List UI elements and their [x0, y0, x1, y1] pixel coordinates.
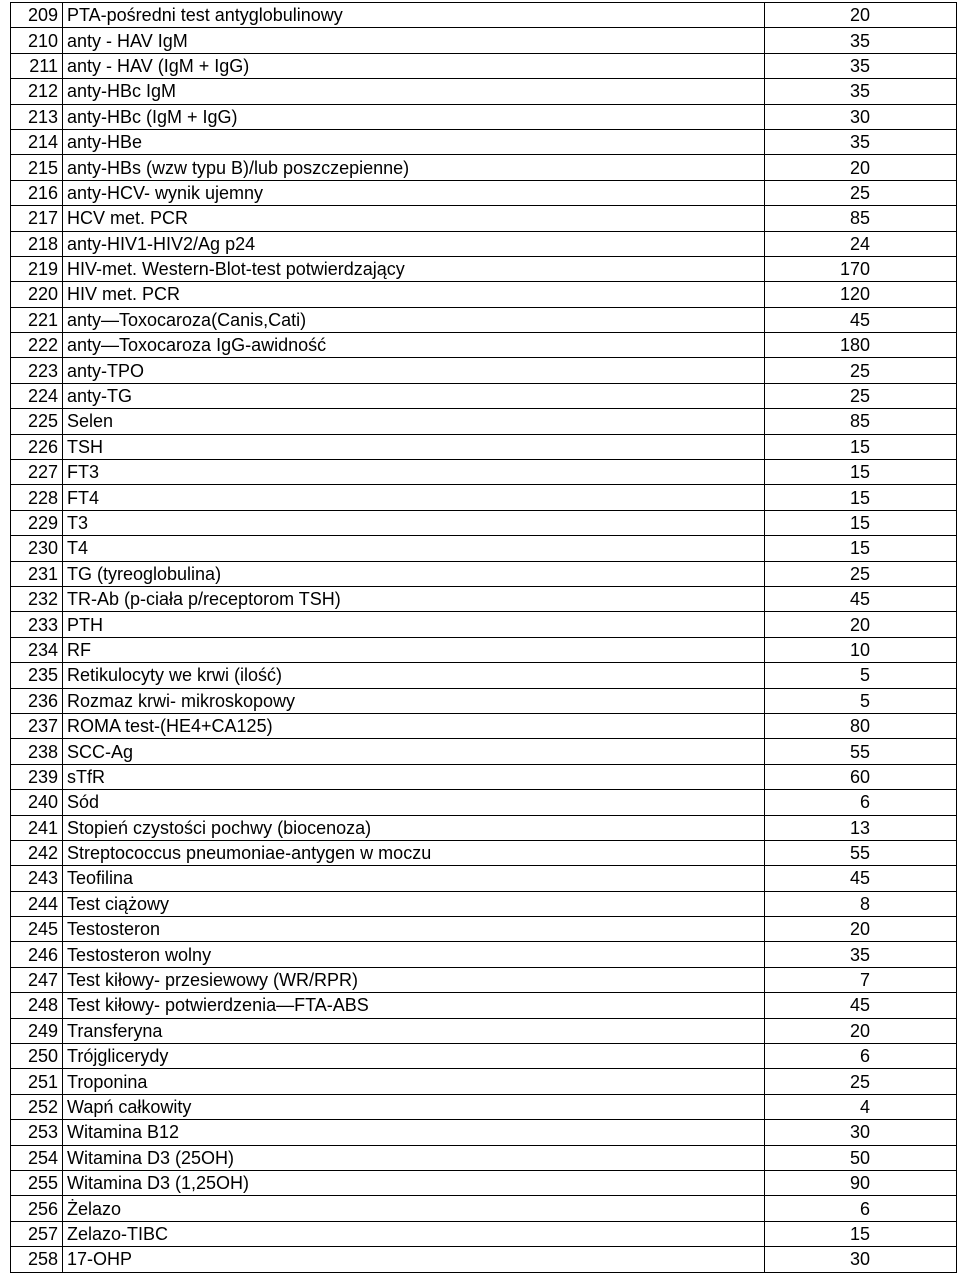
row-number: 256 — [11, 1196, 63, 1221]
price-value: 15 — [765, 536, 957, 561]
table-row — [11, 790, 957, 815]
test-name: FT3 — [63, 460, 765, 485]
test-name: Rozmaz krwi- mikroskopowy — [63, 688, 765, 713]
table-row — [11, 637, 957, 662]
table-row — [11, 866, 957, 891]
price-value: 25 — [765, 1069, 957, 1094]
price-value: 35 — [765, 942, 957, 967]
test-name: 17-OHP — [63, 1247, 765, 1272]
test-name: TR-Ab (p-ciała p/receptorom TSH) — [63, 586, 765, 611]
row-number: 252 — [11, 1094, 63, 1119]
test-name: anty-TG — [63, 383, 765, 408]
table-row — [11, 536, 957, 561]
table-row — [11, 1120, 957, 1145]
price-value: 30 — [765, 1247, 957, 1272]
row-number: 211 — [11, 53, 63, 78]
table-row — [11, 739, 957, 764]
row-number: 209 — [11, 3, 63, 28]
table-row — [11, 1221, 957, 1246]
price-value: 30 — [765, 1120, 957, 1145]
test-name: Test kiłowy- przesiewowy (WR/RPR) — [63, 967, 765, 992]
table-row — [11, 53, 957, 78]
table-row — [11, 434, 957, 459]
table-body — [11, 3, 957, 1273]
price-value: 35 — [765, 53, 957, 78]
test-name: RF — [63, 637, 765, 662]
row-number: 243 — [11, 866, 63, 891]
table-row — [11, 688, 957, 713]
price-value: 45 — [765, 586, 957, 611]
table-row — [11, 612, 957, 637]
table-row — [11, 510, 957, 535]
table-row — [11, 333, 957, 358]
price-value: 15 — [765, 434, 957, 459]
test-name: Testosteron — [63, 917, 765, 942]
price-value: 180 — [765, 333, 957, 358]
test-name: SCC-Ag — [63, 739, 765, 764]
price-value: 55 — [765, 739, 957, 764]
test-name: Witamina D3 (1,25OH) — [63, 1170, 765, 1195]
row-number: 239 — [11, 764, 63, 789]
row-number: 210 — [11, 28, 63, 53]
row-number: 255 — [11, 1170, 63, 1195]
row-number: 258 — [11, 1247, 63, 1272]
row-number: 242 — [11, 840, 63, 865]
test-name: Teofilina — [63, 866, 765, 891]
table-row — [11, 1145, 957, 1170]
test-name: Streptococcus pneumoniae-antygen w moczu — [63, 840, 765, 865]
test-name: anty-HCV- wynik ujemny — [63, 180, 765, 205]
table-row — [11, 307, 957, 332]
row-number: 229 — [11, 510, 63, 535]
row-number: 227 — [11, 460, 63, 485]
row-number: 213 — [11, 104, 63, 129]
table-row — [11, 256, 957, 281]
row-number: 235 — [11, 663, 63, 688]
price-value: 8 — [765, 891, 957, 916]
table-row — [11, 713, 957, 738]
table-row — [11, 79, 957, 104]
price-value: 35 — [765, 79, 957, 104]
test-name: sTfR — [63, 764, 765, 789]
table-row — [11, 3, 957, 28]
price-value: 5 — [765, 688, 957, 713]
table-row — [11, 104, 957, 129]
test-name: Test ciążowy — [63, 891, 765, 916]
row-number: 223 — [11, 358, 63, 383]
price-value: 25 — [765, 358, 957, 383]
table-row — [11, 358, 957, 383]
test-name: Trójglicerydy — [63, 1044, 765, 1069]
row-number: 220 — [11, 282, 63, 307]
price-value: 35 — [765, 129, 957, 154]
table-row — [11, 942, 957, 967]
row-number: 232 — [11, 586, 63, 611]
price-value: 5 — [765, 663, 957, 688]
row-number: 224 — [11, 383, 63, 408]
price-value: 30 — [765, 104, 957, 129]
table-row — [11, 460, 957, 485]
price-value: 80 — [765, 713, 957, 738]
row-number: 246 — [11, 942, 63, 967]
test-name: ROMA test-(HE4+CA125) — [63, 713, 765, 738]
table-row — [11, 231, 957, 256]
test-name: HCV met. PCR — [63, 206, 765, 231]
table-row — [11, 1247, 957, 1272]
row-number: 225 — [11, 409, 63, 434]
test-name: Test kiłowy- potwierdzenia—FTA-ABS — [63, 993, 765, 1018]
test-name: anty—Toxocaroza(Canis,Cati) — [63, 307, 765, 332]
price-value: 85 — [765, 206, 957, 231]
price-value: 45 — [765, 866, 957, 891]
row-number: 254 — [11, 1145, 63, 1170]
test-name: Retikulocyty we krwi (ilość) — [63, 663, 765, 688]
price-value: 15 — [765, 1221, 957, 1246]
table-row — [11, 993, 957, 1018]
price-value: 25 — [765, 561, 957, 586]
row-number: 230 — [11, 536, 63, 561]
row-number: 244 — [11, 891, 63, 916]
price-value: 24 — [765, 231, 957, 256]
row-number: 228 — [11, 485, 63, 510]
row-number: 253 — [11, 1120, 63, 1145]
test-name: HIV-met. Western-Blot-test potwierdzający — [63, 256, 765, 281]
test-name: Selen — [63, 409, 765, 434]
price-value: 170 — [765, 256, 957, 281]
test-name: anty—Toxocaroza IgG-awidność — [63, 333, 765, 358]
price-value: 20 — [765, 917, 957, 942]
test-name: Testosteron wolny — [63, 942, 765, 967]
row-number: 214 — [11, 129, 63, 154]
table-row — [11, 764, 957, 789]
price-value: 25 — [765, 180, 957, 205]
table-row — [11, 1069, 957, 1094]
price-value: 20 — [765, 155, 957, 180]
table-row — [11, 1196, 957, 1221]
price-value: 15 — [765, 485, 957, 510]
test-name: TSH — [63, 434, 765, 459]
test-name: Zelazo-TIBC — [63, 1221, 765, 1246]
test-name: Witamina D3 (25OH) — [63, 1145, 765, 1170]
test-name: Witamina B12 — [63, 1120, 765, 1145]
price-value: 10 — [765, 637, 957, 662]
row-number: 234 — [11, 637, 63, 662]
table-row — [11, 1018, 957, 1043]
row-number: 233 — [11, 612, 63, 637]
price-value: 20 — [765, 3, 957, 28]
row-number: 236 — [11, 688, 63, 713]
table-row — [11, 1170, 957, 1195]
test-name: anty-TPO — [63, 358, 765, 383]
table-row — [11, 917, 957, 942]
row-number: 238 — [11, 739, 63, 764]
test-name: anty-HBc (IgM + IgG) — [63, 104, 765, 129]
test-name: anty - HAV (IgM + IgG) — [63, 53, 765, 78]
row-number: 248 — [11, 993, 63, 1018]
row-number: 215 — [11, 155, 63, 180]
table-row — [11, 383, 957, 408]
price-value: 60 — [765, 764, 957, 789]
price-value: 20 — [765, 612, 957, 637]
row-number: 226 — [11, 434, 63, 459]
table-row — [11, 967, 957, 992]
test-name: anty-HBe — [63, 129, 765, 154]
row-number: 222 — [11, 333, 63, 358]
test-name: Wapń całkowity — [63, 1094, 765, 1119]
test-name: FT4 — [63, 485, 765, 510]
table-row — [11, 28, 957, 53]
test-name: Transferyna — [63, 1018, 765, 1043]
test-name: Stopień czystości pochwy (biocenoza) — [63, 815, 765, 840]
row-number: 216 — [11, 180, 63, 205]
price-value: 120 — [765, 282, 957, 307]
price-value: 45 — [765, 307, 957, 332]
price-value: 13 — [765, 815, 957, 840]
row-number: 240 — [11, 790, 63, 815]
test-name: PTA-pośredni test antyglobulinowy — [63, 3, 765, 28]
row-number: 237 — [11, 713, 63, 738]
row-number: 245 — [11, 917, 63, 942]
price-value: 90 — [765, 1170, 957, 1195]
test-name: Żelazo — [63, 1196, 765, 1221]
table-row — [11, 891, 957, 916]
row-number: 251 — [11, 1069, 63, 1094]
test-name: T4 — [63, 536, 765, 561]
test-name: anty - HAV IgM — [63, 28, 765, 53]
row-number: 231 — [11, 561, 63, 586]
row-number: 250 — [11, 1044, 63, 1069]
price-value: 35 — [765, 28, 957, 53]
test-name: Troponina — [63, 1069, 765, 1094]
price-value: 45 — [765, 993, 957, 1018]
test-name: Sód — [63, 790, 765, 815]
test-name: anty-HBs (wzw typu B)/lub poszczepienne) — [63, 155, 765, 180]
row-number: 257 — [11, 1221, 63, 1246]
test-name: TG (tyreoglobulina) — [63, 561, 765, 586]
table-row — [11, 586, 957, 611]
price-value: 4 — [765, 1094, 957, 1119]
price-value: 6 — [765, 1044, 957, 1069]
price-value: 55 — [765, 840, 957, 865]
price-value: 85 — [765, 409, 957, 434]
table-row — [11, 206, 957, 231]
table-row — [11, 840, 957, 865]
test-name: T3 — [63, 510, 765, 535]
row-number: 249 — [11, 1018, 63, 1043]
test-name: anty-HIV1-HIV2/Ag p24 — [63, 231, 765, 256]
table-row — [11, 155, 957, 180]
table-row — [11, 282, 957, 307]
row-number: 221 — [11, 307, 63, 332]
test-name: HIV met. PCR — [63, 282, 765, 307]
price-table — [10, 2, 957, 1273]
row-number: 219 — [11, 256, 63, 281]
row-number: 218 — [11, 231, 63, 256]
table-row — [11, 663, 957, 688]
price-value: 50 — [765, 1145, 957, 1170]
test-name: PTH — [63, 612, 765, 637]
price-value: 15 — [765, 460, 957, 485]
table-row — [11, 1094, 957, 1119]
price-value: 6 — [765, 1196, 957, 1221]
price-value: 6 — [765, 790, 957, 815]
price-value: 7 — [765, 967, 957, 992]
table-row — [11, 180, 957, 205]
row-number: 247 — [11, 967, 63, 992]
price-value: 25 — [765, 383, 957, 408]
row-number: 241 — [11, 815, 63, 840]
price-value: 15 — [765, 510, 957, 535]
test-name: anty-HBc IgM — [63, 79, 765, 104]
price-value: 20 — [765, 1018, 957, 1043]
table-row — [11, 815, 957, 840]
row-number: 217 — [11, 206, 63, 231]
row-number: 212 — [11, 79, 63, 104]
table-row — [11, 485, 957, 510]
table-row — [11, 409, 957, 434]
table-row — [11, 129, 957, 154]
table-row — [11, 1044, 957, 1069]
table-row — [11, 561, 957, 586]
